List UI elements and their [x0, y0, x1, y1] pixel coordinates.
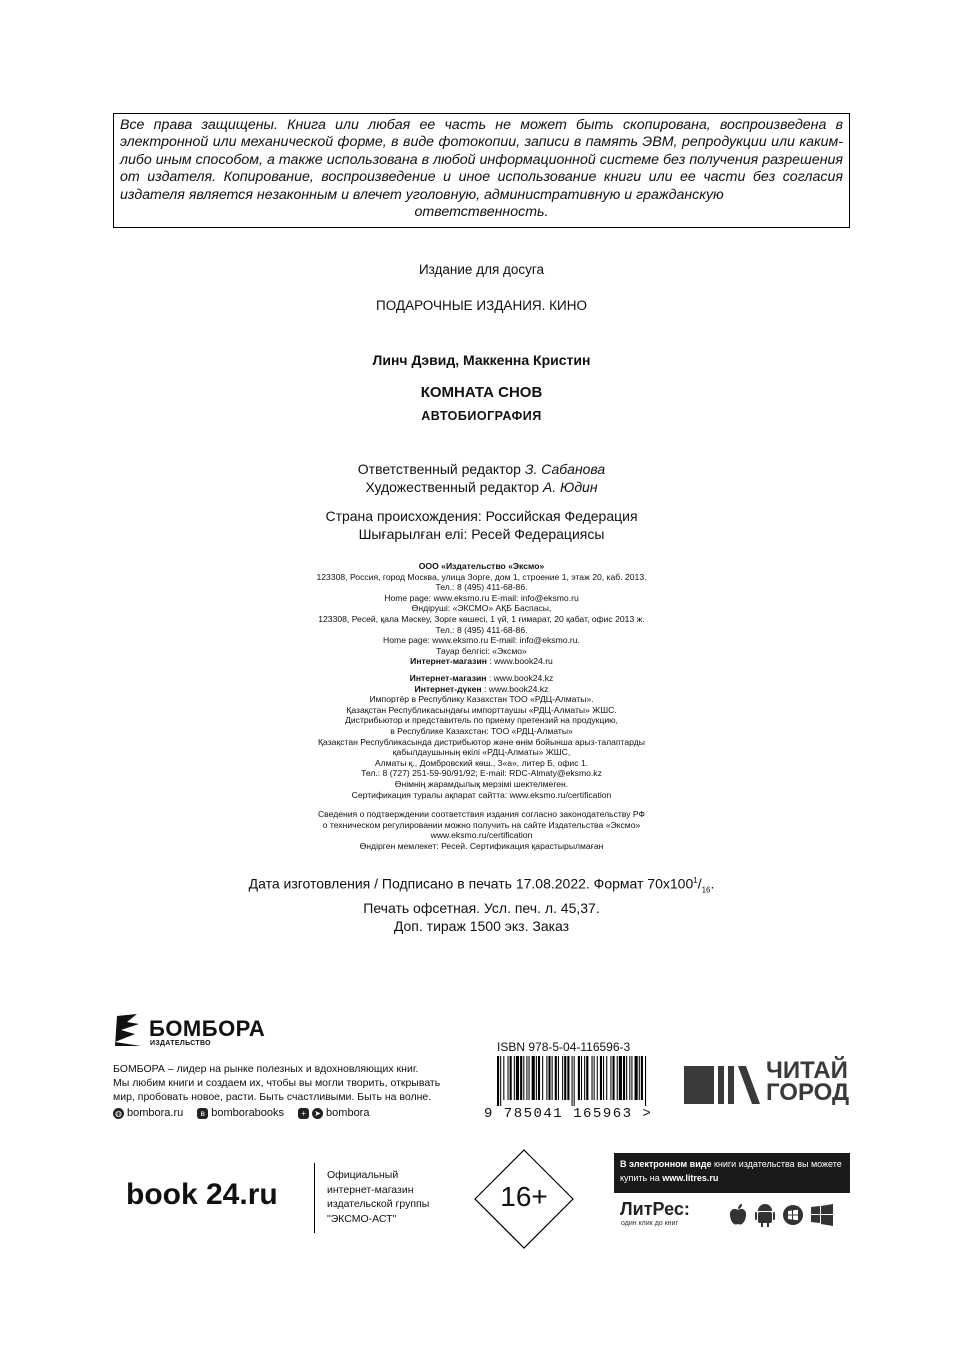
barcode-bar	[548, 1056, 550, 1100]
chitai-gorod-logo	[684, 1057, 850, 1111]
barcode-bar	[610, 1056, 611, 1100]
copyright-text: Все права защищены. Книга или любая ее часть не может быть скопирована, воспроизведена в электронной или механической форме, в виде фотокопии, записи в память ЭВМ, репродукции или каким-либо иным способом, а также использована в любой информационной системе без получения разрешения от издателя. Копирование, воспроизведение и иное использование книги или ее части без согласия издателя является незаконным и влечет уголовную, административную и гражданскую	[120, 117, 843, 203]
barcode-bar	[623, 1056, 625, 1100]
barcode-bar	[639, 1056, 640, 1100]
imprint-bold: Интернет-магазин	[409, 673, 487, 683]
bombora-vk-label: bomborabooks	[211, 1107, 285, 1119]
imprint-line: 123308, Ресей, қала Мәскеу, Зорге көшесі, 1 үй, 1 ғимарат, 20 қабат, офис 2013 ж.	[318, 613, 645, 624]
bombora-logo-name: БОМБОРА	[149, 1016, 266, 1041]
print-info-line2: Печать офсетная. Усл. печ. л. 45,37.	[363, 900, 600, 917]
imprint-line: Сведения о подтверждении соответствия издания согласно законодательству РФ	[317, 809, 646, 819]
distributor-block	[0, 673, 963, 800]
bombora-logo	[113, 1012, 266, 1053]
isbn: ISBN 978-5-04-116596-3	[497, 1040, 631, 1054]
barcode-bar	[542, 1056, 543, 1100]
barcode-bar	[503, 1056, 504, 1100]
age-rating: 16+	[500, 1181, 548, 1212]
print-info: Дата изготовления / Подписано в печать 17.08.2022. Формат $70x100^1/_{16}$. Печать офсетная. Усл. печ. л. 45,37. Доп. тираж 1500 экз. Заказ	[0, 872, 963, 935]
imprint-line: Сертификация туралы ақпарат сайтта: www.eksmo.ru/certification	[351, 789, 612, 800]
book24-divider	[314, 1163, 315, 1233]
barcode-bar	[520, 1056, 522, 1100]
barcode-bar	[523, 1056, 524, 1100]
barcode-bar	[578, 1056, 580, 1100]
chitai-gorod-books-icon	[684, 1060, 762, 1106]
globe-icon: ◍	[113, 1108, 124, 1119]
bombora-site-link[interactable]	[113, 1107, 183, 1119]
barcode-bar	[603, 1056, 604, 1100]
barcode-bar	[532, 1056, 535, 1100]
litres-logo: ЛитРес:	[620, 1199, 690, 1219]
barcode-bar	[562, 1056, 563, 1100]
barcode-bar	[564, 1056, 566, 1100]
print-info-line1-end: .	[710, 875, 715, 892]
resp-editor-name: З. Сабанова	[524, 461, 606, 477]
imprint-line: Өнімнің жарамдылық мерзімі шектелмеген.	[394, 778, 569, 789]
imprint-line: в Республике Казахстан: ТОО «РДЦ-Алматы»	[390, 725, 573, 736]
barcode-bar	[600, 1056, 602, 1100]
imprint-line: Тел.: 8 (495) 411-68-86.	[435, 624, 528, 635]
imprint-line: Home page: www.eksmo.ru E-mail: info@eksmo.ru.	[383, 635, 580, 646]
litres-url[interactable]: www.litres.ru	[662, 1173, 719, 1183]
art-editor-name: А. Юдин	[542, 479, 598, 495]
origin	[0, 507, 963, 543]
bombora-desc-line: мир, пробовать новое, расти. Быть счастливыми. Быть на волне.	[113, 1091, 432, 1103]
imprint-line: Алматы қ., Домбровский көш., 3«а», литер Б, офис 1.	[374, 757, 589, 768]
publisher-block	[0, 561, 963, 667]
apple-icon	[728, 1204, 748, 1226]
barcode-bar	[538, 1056, 540, 1100]
bombora-telegram-label: bombora	[326, 1107, 370, 1119]
origin-kz: Шығарылған елі: Ресей Федерациясы	[358, 526, 605, 542]
barcode-bar	[597, 1056, 598, 1100]
imprint-line: қабылдаушының өкілі «РДЦ-Алматы» ЖШС,	[392, 747, 571, 758]
print-info-line1: Дата изготовления / Подписано в печать 17.08.2022. Формат 70x100	[248, 875, 694, 892]
imprint-bold: Интернет-магазин	[410, 656, 487, 667]
bombora-logo-sub: ИЗДАТЕЛЬСТВО	[150, 1040, 211, 1047]
plus-icon: +	[298, 1108, 309, 1119]
chitai-gorod-line2: ГОРОД	[766, 1079, 850, 1106]
barcode-bar	[584, 1056, 585, 1100]
imprint-line: Тел.: 8 (727) 251-59-90/91/92; E-mail: RDC-Almaty@eksmo.kz	[361, 768, 602, 779]
imprint-line: Интернет-магазин : www.book24.ru	[410, 656, 553, 667]
barcode-bar	[617, 1056, 618, 1100]
android-icon	[755, 1203, 775, 1227]
telegram-icon: ➤	[312, 1108, 323, 1119]
copyright-last-line: ответственность.	[414, 204, 549, 221]
book-title: КОМНАТА СНОВ	[420, 384, 543, 401]
book24-desc-line: интернет-магазин	[327, 1183, 414, 1196]
litres-line1-rest: книги издательства вы можете	[711, 1159, 842, 1169]
book24-desc-line: издательской группы	[327, 1198, 430, 1210]
windows-phone-icon	[782, 1204, 804, 1226]
book24-desc-line: "ЭКСМО-АСТ"	[327, 1212, 397, 1225]
imprint-line: Интернет-дүкен : www.book24.kz	[414, 683, 549, 694]
authors: Линч Дэвид, Маккенна Кристин	[372, 352, 591, 368]
litres-banner	[614, 1153, 850, 1193]
art-editor-label: Художественный редактор	[365, 479, 539, 495]
barcode-bar	[629, 1056, 630, 1100]
bombora-telegram-link[interactable]	[298, 1107, 369, 1119]
barcode-bar	[619, 1056, 622, 1100]
barcode-bar	[592, 1056, 593, 1100]
bombora-wave-icon	[113, 1012, 143, 1048]
imprint-line: 123308, Россия, город Москва, улица Зорге, дом 1, строение 1, этаж 20, каб. 2013.	[316, 571, 647, 582]
barcode-bar	[635, 1056, 638, 1100]
barcode-bar	[500, 1056, 501, 1106]
imprint-line: Қазақстан Республикасында дистрибьютор және өнім бойынша арыз-талаптарды	[318, 736, 645, 747]
barcode-bar	[626, 1056, 627, 1100]
imprint-line: www.eksmo.ru/certification	[430, 830, 533, 841]
barcode-bar	[497, 1056, 499, 1106]
barcode-bar	[641, 1056, 643, 1100]
print-info-line3: Доп. тираж 1500 экз. Заказ	[393, 918, 570, 935]
imprint-line: о техническом регулировании можно получить на сайте Издательства «Эксмо»	[322, 819, 641, 830]
bombora-vk-link[interactable]	[197, 1107, 284, 1119]
barcode-bar	[536, 1056, 537, 1100]
imprint-line: Өндіруші: «ЭКСМО» АҚБ Баспасы,	[411, 603, 552, 614]
book24-logo: book 24.ru	[126, 1178, 278, 1211]
barcode-bar	[606, 1056, 607, 1100]
imprint-line: Қазақстан Республикасындағы импорттаушы «РДЦ-Алматы» ЖШС.	[346, 704, 617, 715]
barcode-bar	[613, 1056, 615, 1100]
barcode-bar	[567, 1056, 569, 1100]
bombora-description	[113, 1062, 440, 1104]
book24-desc-line: Официальный	[327, 1169, 399, 1181]
imprint-line: Тауар белгісі: «Эксмо»	[436, 645, 527, 656]
barcode-bar	[645, 1056, 646, 1106]
barcode-bar	[555, 1056, 557, 1100]
barcode-bar	[516, 1056, 519, 1100]
book24-description	[327, 1168, 429, 1226]
imprint-line: Тел.: 8 (495) 411-68-86.	[435, 582, 528, 593]
certification-block	[0, 809, 963, 851]
barcode-bar	[510, 1056, 512, 1100]
resp-editor-label: Ответственный редактор	[357, 461, 521, 477]
age-rating-badge	[474, 1149, 574, 1249]
barcode-bar	[586, 1056, 588, 1100]
imprint-bold: ООО «Издательство «Эксмо»	[418, 561, 545, 571]
format-sub: 16	[701, 885, 711, 895]
imprint-line: Дистрибьютор и представитель по приему претензий на продукцию,	[345, 715, 618, 726]
barcode	[497, 1056, 647, 1106]
series-name: ПОДАРОЧНЫЕ ИЗДАНИЯ. КИНО	[376, 298, 587, 313]
barcode-bar	[552, 1056, 553, 1100]
bombora-desc-line: Мы любим книги и создаем их, чтобы вы могли творить, открывать	[113, 1077, 441, 1089]
barcode-bar	[631, 1056, 632, 1100]
editors	[0, 460, 963, 496]
barcode-bar	[546, 1056, 547, 1100]
barcode-bar	[558, 1056, 559, 1100]
book-subtitle: АВТОБИОГРАФИЯ	[421, 409, 542, 423]
barcode-digits: 9 785041 165963 >	[484, 1106, 653, 1122]
imprint-line	[0, 561, 963, 572]
chitai-gorod-line1: ЧИТАЙ	[766, 1057, 848, 1084]
vk-icon: в	[197, 1108, 208, 1119]
imprint-line: Home page: www.eksmo.ru E-mail: info@eksmo.ru	[384, 592, 579, 603]
windows-icon	[811, 1204, 833, 1226]
bombora-social	[113, 1107, 369, 1119]
imprint-line: Өндірген мемлекет: Ресей. Сертификация қарастырылмаған	[359, 840, 604, 851]
barcode-bar	[508, 1056, 509, 1100]
format-sup: 1	[693, 876, 698, 885]
barcode-bar	[529, 1056, 530, 1100]
barcode-bar	[581, 1056, 582, 1100]
bombora-desc-line: БОМБОРА – лидер на рынке полезных и вдохновляющих книг.	[113, 1063, 419, 1075]
imprint-line: Импортёр в Республику Казахстан ТОО «РДЦ-Алматы».	[369, 694, 594, 705]
imprint-line: Интернет-магазин : www.book24.kz	[409, 673, 554, 683]
barcode-bar	[572, 1056, 573, 1106]
barcode-bar	[514, 1056, 515, 1100]
origin-ru: Страна происхождения: Российская Федерация	[325, 508, 638, 524]
copyright-notice	[113, 113, 850, 228]
platform-icons	[728, 1203, 833, 1227]
imprint-bold: Интернет-дүкен	[414, 683, 482, 694]
edition-note: Издание для досуга	[418, 262, 545, 277]
litres-line1-bold: В электронном виде	[620, 1159, 712, 1169]
barcode-bar	[526, 1056, 527, 1100]
litres-tagline: один клик до книг	[621, 1220, 679, 1227]
barcode-bar	[574, 1056, 575, 1106]
litres-line2: купить на	[620, 1173, 663, 1183]
bombora-site-label: bombora.ru	[127, 1107, 184, 1119]
barcode-bar	[594, 1056, 595, 1100]
